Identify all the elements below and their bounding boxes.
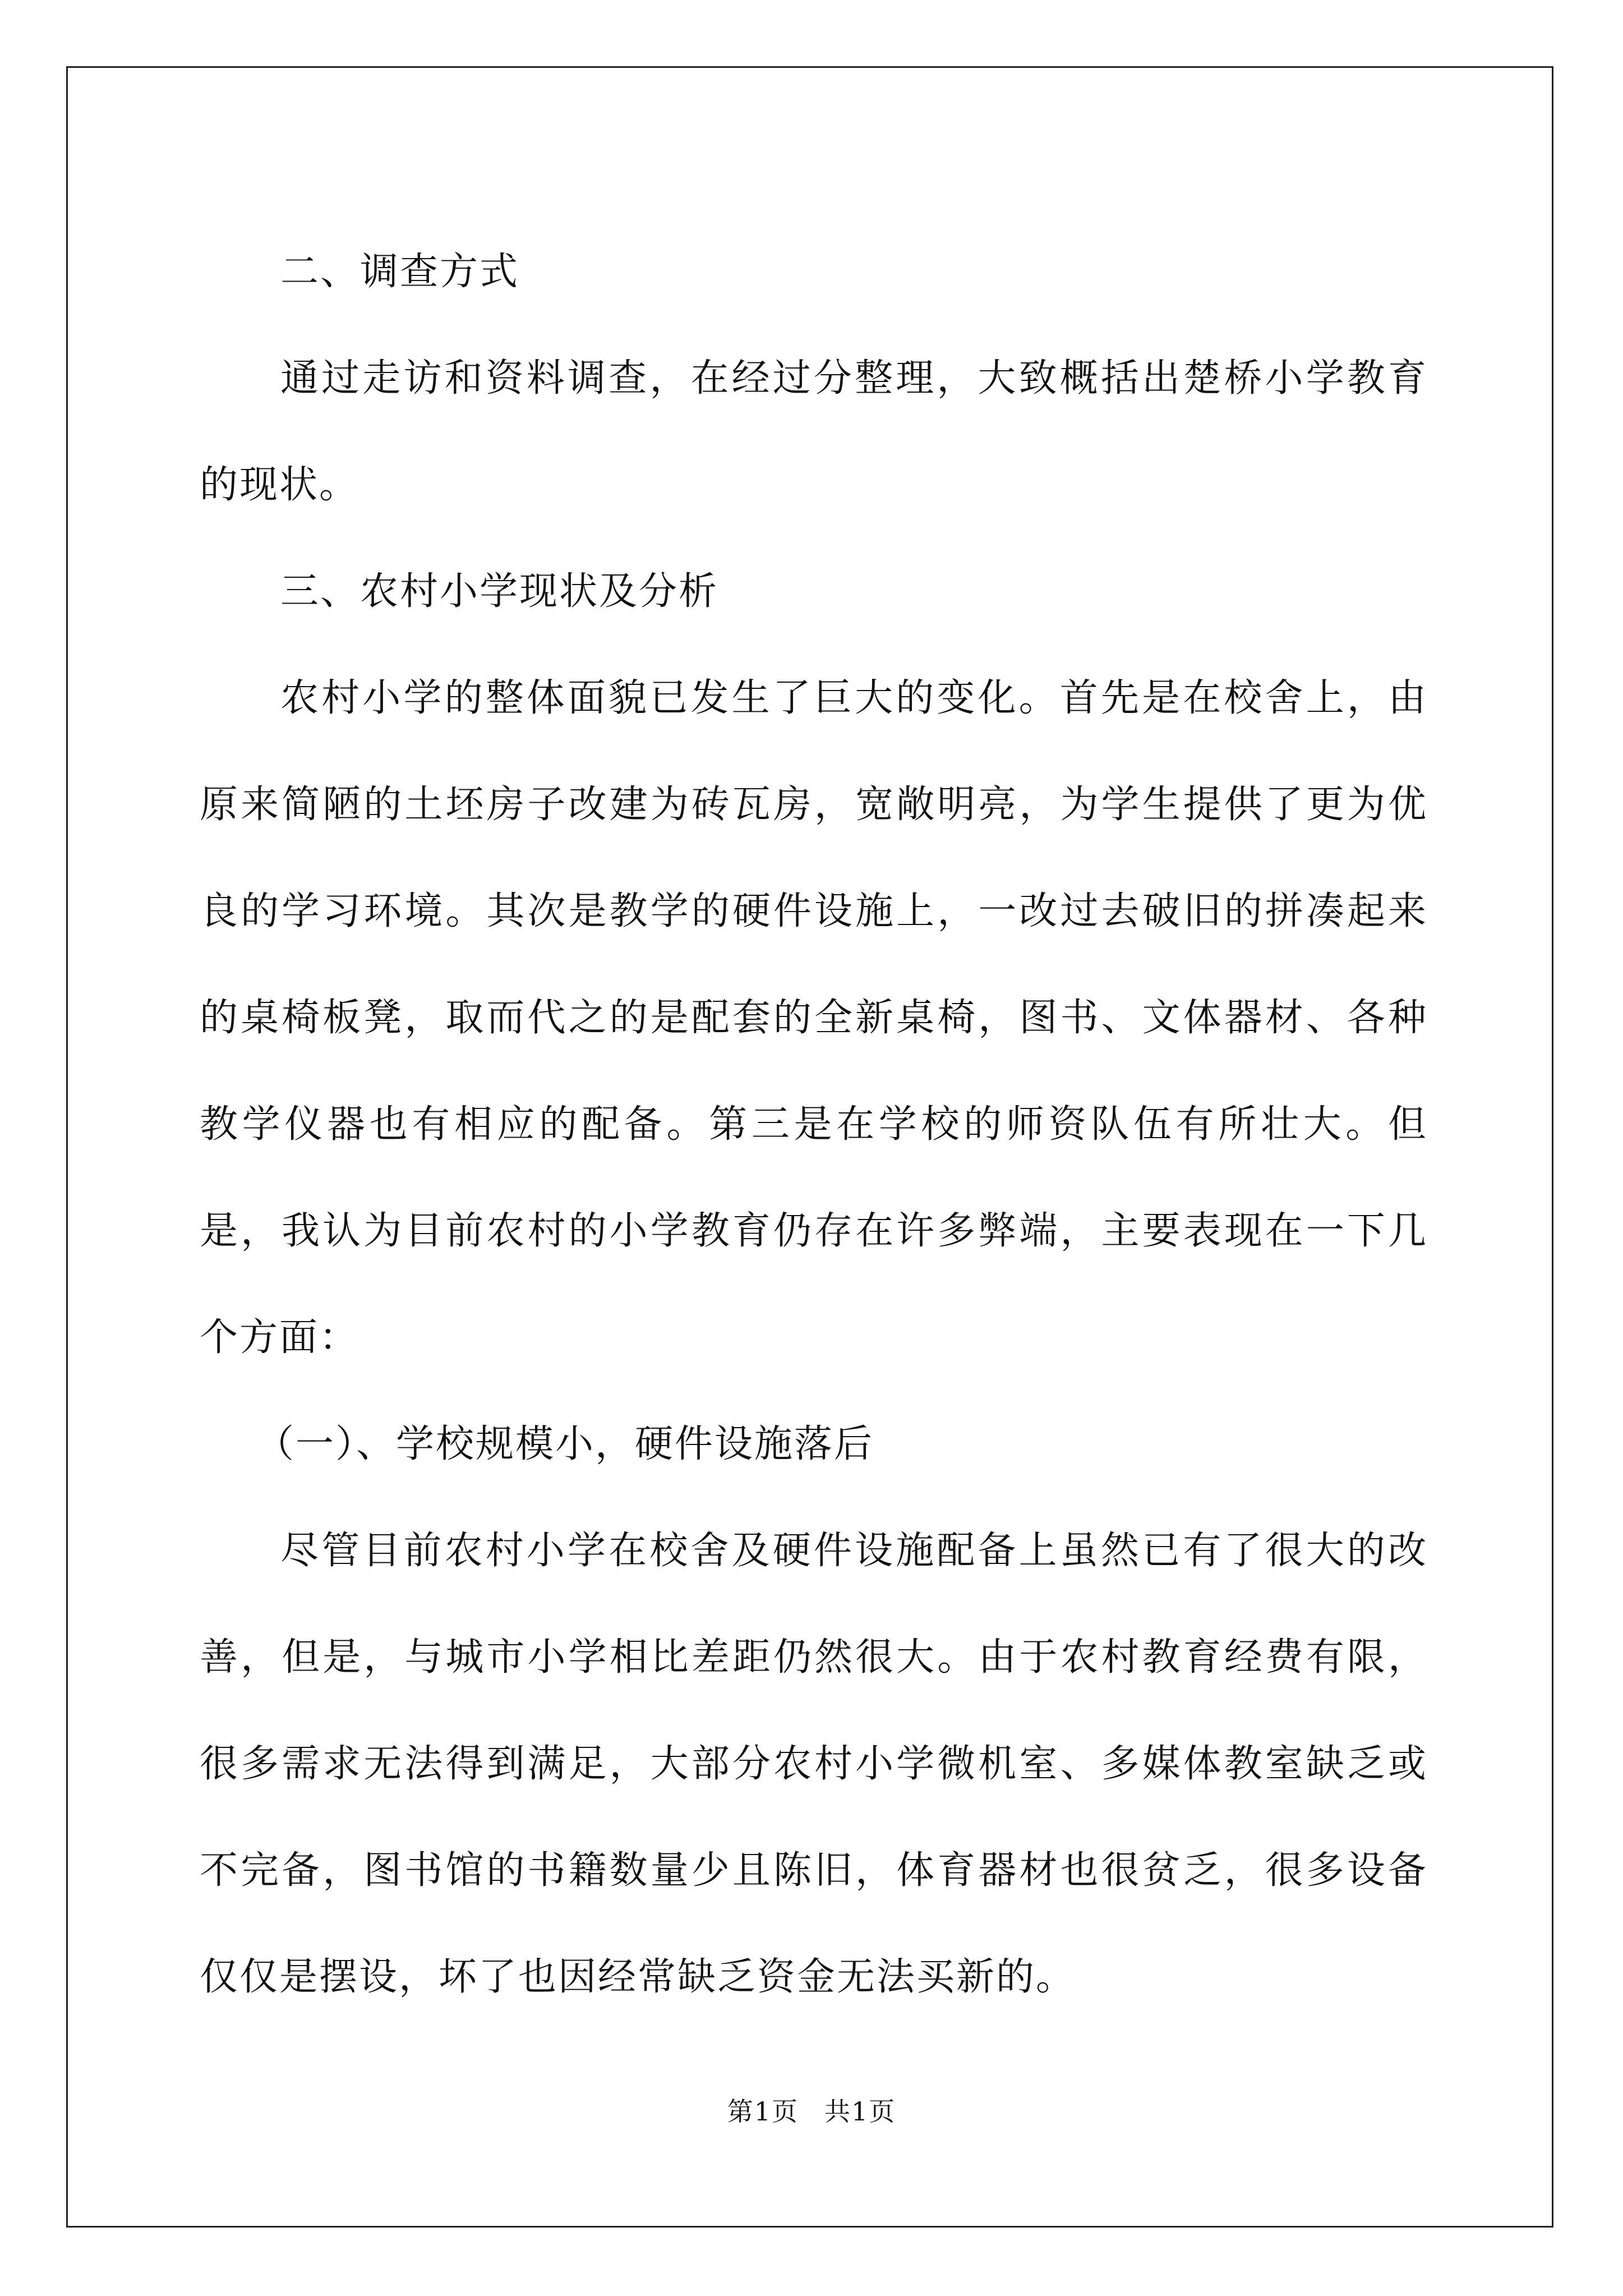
body-paragraph: 尽管目前农村小学在校舍及硬件设施配备上虽然已有了很大的改善，但是，与城市小学相比差距仍然很大。由于农村教育经费有限，很多需求无法得到满足，大部分农村小学微机室、多媒体教室缺乏或不完备，图书馆的书籍数量少且陈旧，体育器材也很贫乏，很多设备仅仅是摆设，坏了也因经常缺乏资金无法买新的。 (200, 1529, 1428, 1999)
section-heading-status-analysis: 三、农村小学现状及分析 (280, 569, 719, 614)
body-paragraph: 农村小学的整体面貌已发生了巨大的变化。首先是在校舍上，由原来简陋的土坯房子改建为砖瓦房，宽敞明亮，为学生提供了更为优良的学习环境。其次是教学的硬件设施上，一改过去破旧的拼凑起来的桌椅板凳，取而代之的是配套的全新桌椅，图书、文体器材、各种教学仪器也有相应的配备。第三是在学校的师资队伍有所壮大。但是，我认为目前农村的小学教育仍存在许多弊端，主要表现在一下几个方面： (200, 676, 1428, 1360)
document-body (200, 219, 1428, 2031)
page-number-current: 第1页 (727, 2096, 799, 2127)
subsection-heading: （一）、学校规模小，硬件设施落后 (256, 1422, 874, 1466)
body-paragraph: 通过走访和资料调查，在经过分整理，大致概括出楚桥小学教育的现状。 (200, 356, 1428, 507)
section-heading-survey-method: 二、调查方式 (280, 250, 520, 294)
page-footer (0, 2091, 1623, 2128)
page-number-total: 共1页 (824, 2096, 896, 2127)
